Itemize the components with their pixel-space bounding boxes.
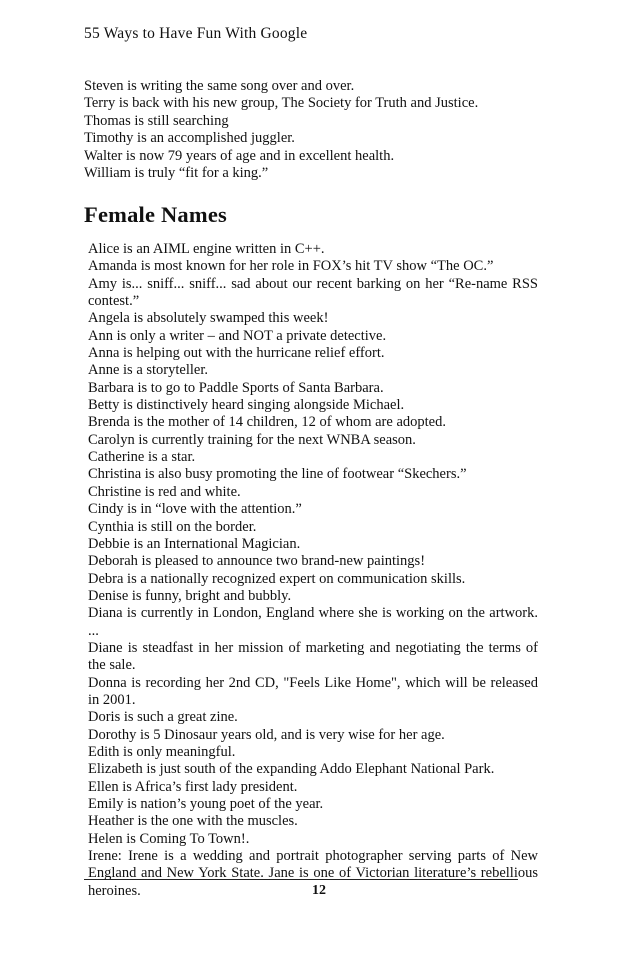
list-item: Diana is currently in London, England where she is working on the artwork. ...	[88, 605, 538, 639]
list-item: Debra is a nationally recognized expert on communication skills.	[88, 570, 466, 587]
list-item: Anne is a storyteller.	[88, 362, 209, 379]
list-item: Amanda is most known for her role in FOX’s hit TV show “The OC.”	[88, 258, 494, 275]
list-item: Irene: Irene is a wedding and portrait photographer serving parts of New England and New York State. Jane is one of Victorian literature’s rebellious heroines.	[88, 848, 538, 899]
list-item: Edith is only meaningful.	[88, 743, 236, 760]
section-heading: Female Names	[84, 202, 227, 227]
list-item: Amy is... sniff... sniff... sad about our recent barking on her “Re-name RSS contest.”	[88, 275, 538, 310]
list-item: Heather is the one with the muscles.	[88, 813, 298, 830]
list-item: Brenda is the mother of 14 children, 12 of whom are adopted.	[88, 414, 446, 431]
list-item: Carolyn is currently training for the next WNBA season.	[88, 431, 416, 448]
list-item: Dorothy is 5 Dinosaur years old, and is very wise for her age.	[88, 726, 445, 743]
list-item: Barbara is to go to Paddle Sports of Santa Barbara.	[88, 379, 384, 396]
list-item: Betty is distinctively heard singing alongside Michael.	[88, 397, 405, 414]
list-item: Steven is writing the same song over and over.	[84, 78, 355, 94]
list-item: Ellen is Africa’s first lady president.	[88, 778, 298, 795]
list-item: Ann is only a writer – and NOT a private detective.	[88, 327, 387, 344]
list-item: Terry is back with his new group, The Society for Truth and Justice.	[84, 95, 479, 112]
list-item: Anna is helping out with the hurricane relief effort.	[88, 345, 385, 362]
list-item: Elizabeth is just south of the expanding Addo Elephant National Park.	[88, 761, 495, 778]
list-item: Denise is funny, bright and bubbly.	[88, 587, 292, 604]
list-item: Timothy is an accomplished juggler.	[84, 130, 295, 147]
list-item: Alice is an AIML engine written in C++.	[88, 241, 325, 257]
list-item: Helen is Coming To Town!.	[88, 830, 250, 847]
list-item: William is truly “fit for a king.”	[84, 165, 269, 182]
list-item: Catherine is a star.	[88, 449, 196, 466]
running-header: 55 Ways to Have Fun With Google	[84, 25, 308, 42]
page-number: 12	[312, 883, 326, 898]
footer-divider	[84, 879, 518, 880]
list-item: Diane is steadfast in her mission of marketing and negotiating the terms of the sale.	[88, 639, 538, 674]
list-item: Christine is red and white.	[88, 483, 241, 500]
list-item: Doris is such a great zine.	[88, 709, 238, 726]
list-item: Cynthia is still on the border.	[88, 518, 257, 535]
list-item: Debbie is an International Magician.	[88, 535, 301, 552]
list-item: Cindy is in “love with the attention.”	[88, 501, 302, 518]
list-item: Christina is also busy promoting the line of footwear “Skechers.”	[88, 466, 467, 483]
list-item: Deborah is pleased to announce two brand-new paintings!	[88, 553, 426, 570]
list-item: Thomas is still searching	[84, 112, 229, 129]
female-names-list	[88, 241, 538, 900]
intro-name-list	[84, 78, 544, 182]
list-item: Donna is recording her 2nd CD, "Feels Like Home", which will be released in 2001.	[88, 674, 538, 708]
list-item: Walter is now 79 years of age and in excellent health.	[84, 147, 395, 164]
list-item: Angela is absolutely swamped this week!	[88, 310, 329, 327]
list-item: Emily is nation’s young poet of the year.	[88, 796, 324, 812]
